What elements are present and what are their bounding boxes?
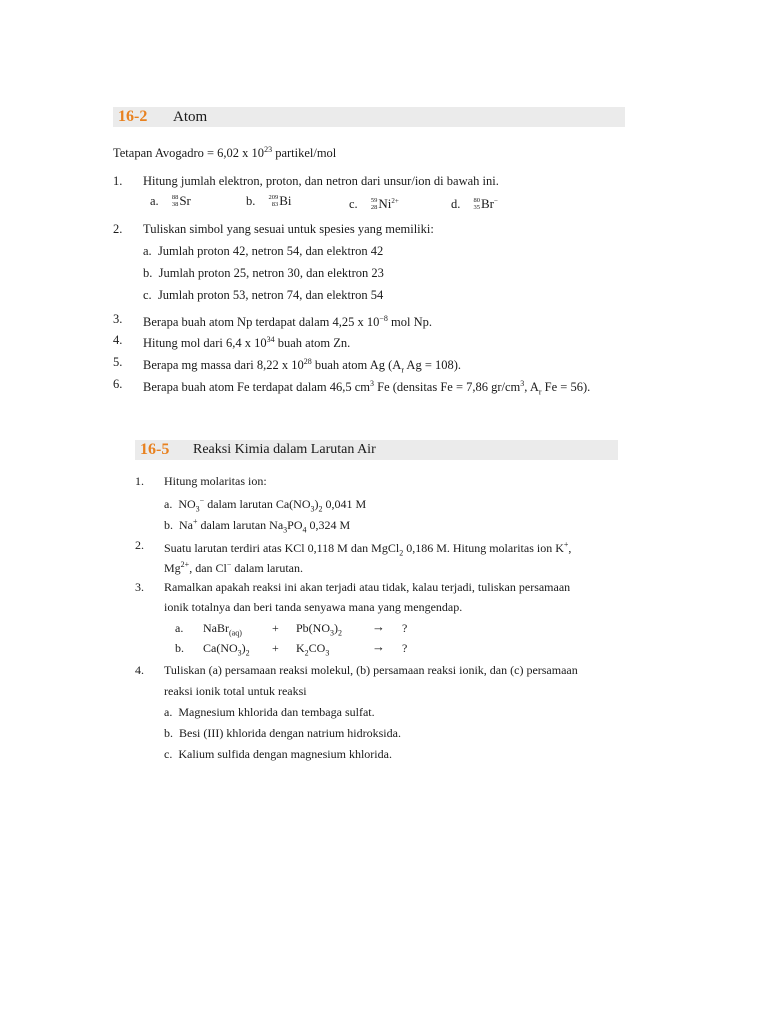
- question-number: 2.: [113, 222, 123, 236]
- sub-item: c. Jumlah proton 53, netron 74, dan elektron 54: [143, 288, 384, 302]
- section-title: Reaksi Kimia dalam Larutan Air: [193, 442, 376, 457]
- arrow-icon: →: [372, 619, 385, 634]
- document-page: 16-2 Atom Tetapan Avogadro = 6,02 x $10^{23}$ partikel/mol 1. Hitung jumlah elektron, proton, dan netron dari unsur/ion di bawah ini. a. 88 38 Sr b. 209 83 Bi c. 59 28 $Ni^{2+}$ d. 80 35 Br− 2. Tuliskan simbol yang sesuai untuk spesies yang memiliki: a. Jumlah proton 42, netron 54, dan elektron 42 b. Jumlah proton 25, netron 30, dan elektron 23 c. Jumlah proton 53, netron 74, dan elektron 54 3. Berapa buah atom Np terdapat dalam 4,25 x $10^{-8}$ mol Np. 4. Hitung mol dari 6,4 x $10^{34}$ buah atom Zn. 5. Berapa mg massa dari 8,22 x $10^{28}$ buah atom Ag ($A_r$ Ag = 108). 6. Berapa buah atom Fe terdapat dalam 46,5 $cm^3$ Fe (densitas Fe = 7,86 $gr/cm^3$, $A_r$ Fe = 56). 16-5 Reaksi Kimia dalam Larutan Air 1. Hitung molaritas ion: a. $NO_3^-$ dalam larutan $Ca(NO_3)_2$ 0,041 M b. Na+ dalam larutan $Na_3PO_4$ 0,324 M 2. Suatu larutan terdiri atas KCl 0,118 M dan MgCl$_2$ 0,186 M. Hitung molaritas ion K+, $Mg^{2+}$, dan Cl− dalam larutan. 3. Ramalkan apakah reaksi ini akan terjadi atau tidak, kalau terjadi, tuliskan persamaan ionik totalnya dan beri tanda senyawa mana yang mengendap. a. NaBr$_{(aq)}$ + $Pb(NO_3)_2$ → ? b. $Ca(NO_3)_2$ + $K_2CO_3$ → ? 4. Tuliskan (a) persamaan reaksi molekul, (b) persamaan reaksi ionik, dan (c) persamaan reaksi ionik total untuk reaksi a. Magnesium khlorida dan tembaga sulfat. b. Besi (III) khlorida dengan natrium hidroksida. c. Kalium sulfida dengan magnesium khlorida.: [0, 0, 768, 1024]
- question-number: 3.: [135, 580, 144, 594]
- section-number: 16-5: [140, 441, 170, 458]
- question-text-cont: ionik totalnya dan beri tanda senyawa mana yang mengendap.: [164, 600, 463, 614]
- question-text: Hitung jumlah elektron, proton, dan netron dari unsur/ion di bawah ini.: [143, 174, 499, 188]
- sub-item: a. Jumlah proton 42, netron 54, dan elektron 42: [143, 244, 384, 258]
- question-text: Berapa buah atom Fe terdapat dalam 46,5 $cm^3$ Fe (densitas Fe = 7,86 $gr/cm^3$, $A_r$ Fe = 56).: [143, 379, 591, 397]
- question-text: Tuliskan simbol yang sesuai untuk spesies yang memiliki:: [143, 222, 434, 236]
- section-header-16-2: [113, 107, 625, 127]
- sub-item: b. Na+ dalam larutan $Na_3PO_4$ 0,324 M: [164, 517, 351, 535]
- section-header-16-5: [135, 440, 618, 460]
- question-text: Suatu larutan terdiri atas KCl 0,118 M dan MgCl$_2$ 0,186 M. Hitung molaritas ion K+,: [164, 540, 572, 558]
- question-text-cont: $Mg^{2+}$, dan Cl− dalam larutan.: [164, 560, 304, 575]
- question-number: 6.: [113, 377, 123, 391]
- question-text: Ramalkan apakah reaksi ini akan terjadi atau tidak, kalau terjadi, tuliskan persamaan: [164, 580, 571, 594]
- isotope-option-b: b. 209 83 Bi: [246, 193, 292, 209]
- isotope-option-d: d. 80 35 Br−: [451, 196, 498, 212]
- question-text: Berapa mg massa dari 8,22 x $10^{28}$ buah atom Ag ($A_r$ Ag = 108).: [143, 357, 462, 375]
- sub-item: a. $NO_3^-$ dalam larutan $Ca(NO_3)_2$ 0,041 M: [164, 496, 367, 514]
- question-number: 2.: [135, 538, 144, 552]
- question-text: Berapa buah atom Np terdapat dalam 4,25 x $10^{-8}$ mol Np.: [143, 314, 433, 330]
- isotope-option-c: c. 59 28 $Ni^{2+}$: [349, 196, 399, 212]
- question-number: 3.: [113, 312, 123, 326]
- section-number: 16-2: [118, 108, 148, 125]
- avogadro-constant: Tetapan Avogadro = 6,02 x $10^{23}$ partikel/mol: [113, 145, 337, 161]
- sub-item: a. Magnesium khlorida dan tembaga sulfat.: [164, 705, 375, 719]
- arrow-icon: →: [372, 639, 385, 654]
- question-text: Hitung mol dari 6,4 x $10^{34}$ buah atom Zn.: [143, 335, 351, 351]
- sub-item: b. Jumlah proton 25, netron 30, dan elektron 23: [143, 266, 384, 280]
- question-text: Tuliskan (a) persamaan reaksi molekul, (b) persamaan reaksi ionik, dan (c) persamaan: [164, 663, 578, 677]
- question-number: 1.: [113, 174, 123, 188]
- question-text-cont: reaksi ionik total untuk reaksi: [164, 684, 307, 698]
- sub-item: b. Besi (III) khlorida dengan natrium hidroksida.: [164, 726, 401, 740]
- question-number: 5.: [113, 355, 123, 369]
- sub-item: c. Kalium sulfida dengan magnesium khlorida.: [164, 747, 392, 761]
- section-title: Atom: [173, 108, 208, 125]
- question-number: 1.: [135, 474, 144, 488]
- isotope-option-a: a. 88 38 Sr: [150, 193, 191, 209]
- question-number: 4.: [135, 663, 144, 677]
- question-text: Hitung molaritas ion:: [164, 474, 267, 488]
- question-number: 4.: [113, 333, 123, 347]
